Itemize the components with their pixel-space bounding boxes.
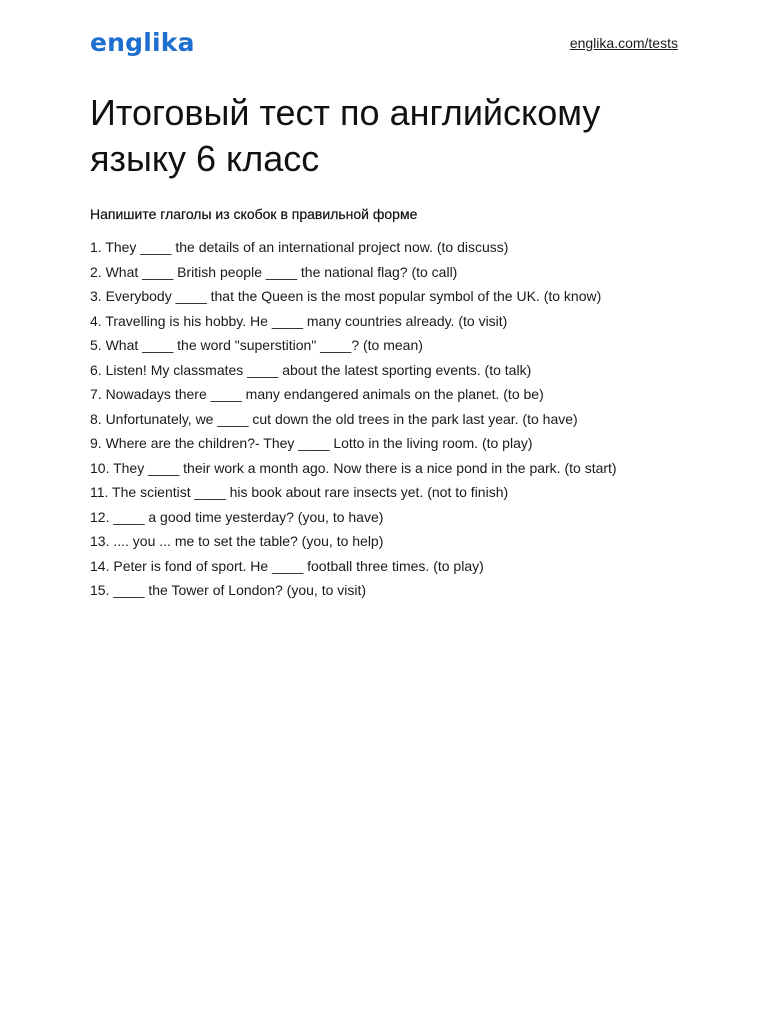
task-item: 12. ____ a good time yesterday? (you, to have): [90, 508, 384, 525]
tests-link[interactable]: englika.com/tests: [569, 35, 678, 51]
task-item: 4. Travelling is his hobby. He ____ many countries already. (to visit): [90, 312, 508, 329]
task-item: 6. Listen! My classmates ____ about the latest sporting events. (to talk): [90, 361, 532, 378]
englika-logo[interactable]: englika: [90, 28, 195, 57]
task-instruction: Напишите глаголы из скобок в правильной форме: [90, 206, 418, 222]
task-item: 10. They ____ their work a month ago. Now there is a nice pond in the park. (to start): [90, 459, 617, 476]
task-item: 8. Unfortunately, we ____ cut down the old trees in the park last year. (to have): [90, 410, 578, 427]
task-item: 9. Where are the children?- They ____ Lotto in the living room. (to play): [90, 435, 533, 451]
page-header: [90, 26, 678, 66]
task-list: [90, 235, 730, 603]
task-item: 3. Everybody ____ that the Queen is the most popular symbol of the UK. (to know): [90, 288, 602, 304]
task-item: 14. Peter is fond of sport. He ____ football three times. (to play): [90, 557, 484, 574]
task-item: 15. ____ the Tower of London? (you, to visit): [90, 582, 367, 598]
task-item: 2. What ____ British people ____ the national flag? (to call): [90, 263, 458, 280]
task-item: 13. .... you ... me to set the table? (you, to help): [90, 533, 384, 549]
task-item: 11. The scientist ____ his book about rare insects yet. (not to finish): [90, 484, 509, 500]
task-item: 1. They ____ the details of an international project now. (to discuss): [90, 239, 509, 255]
task-item: 7. Nowadays there ____ many endangered animals on the planet. (to be): [90, 386, 544, 402]
task-item: 5. What ____ the word "superstition" ____? (to mean): [90, 337, 423, 353]
page-title: Итоговый тест по английскому языку 6 класс: [90, 92, 601, 179]
